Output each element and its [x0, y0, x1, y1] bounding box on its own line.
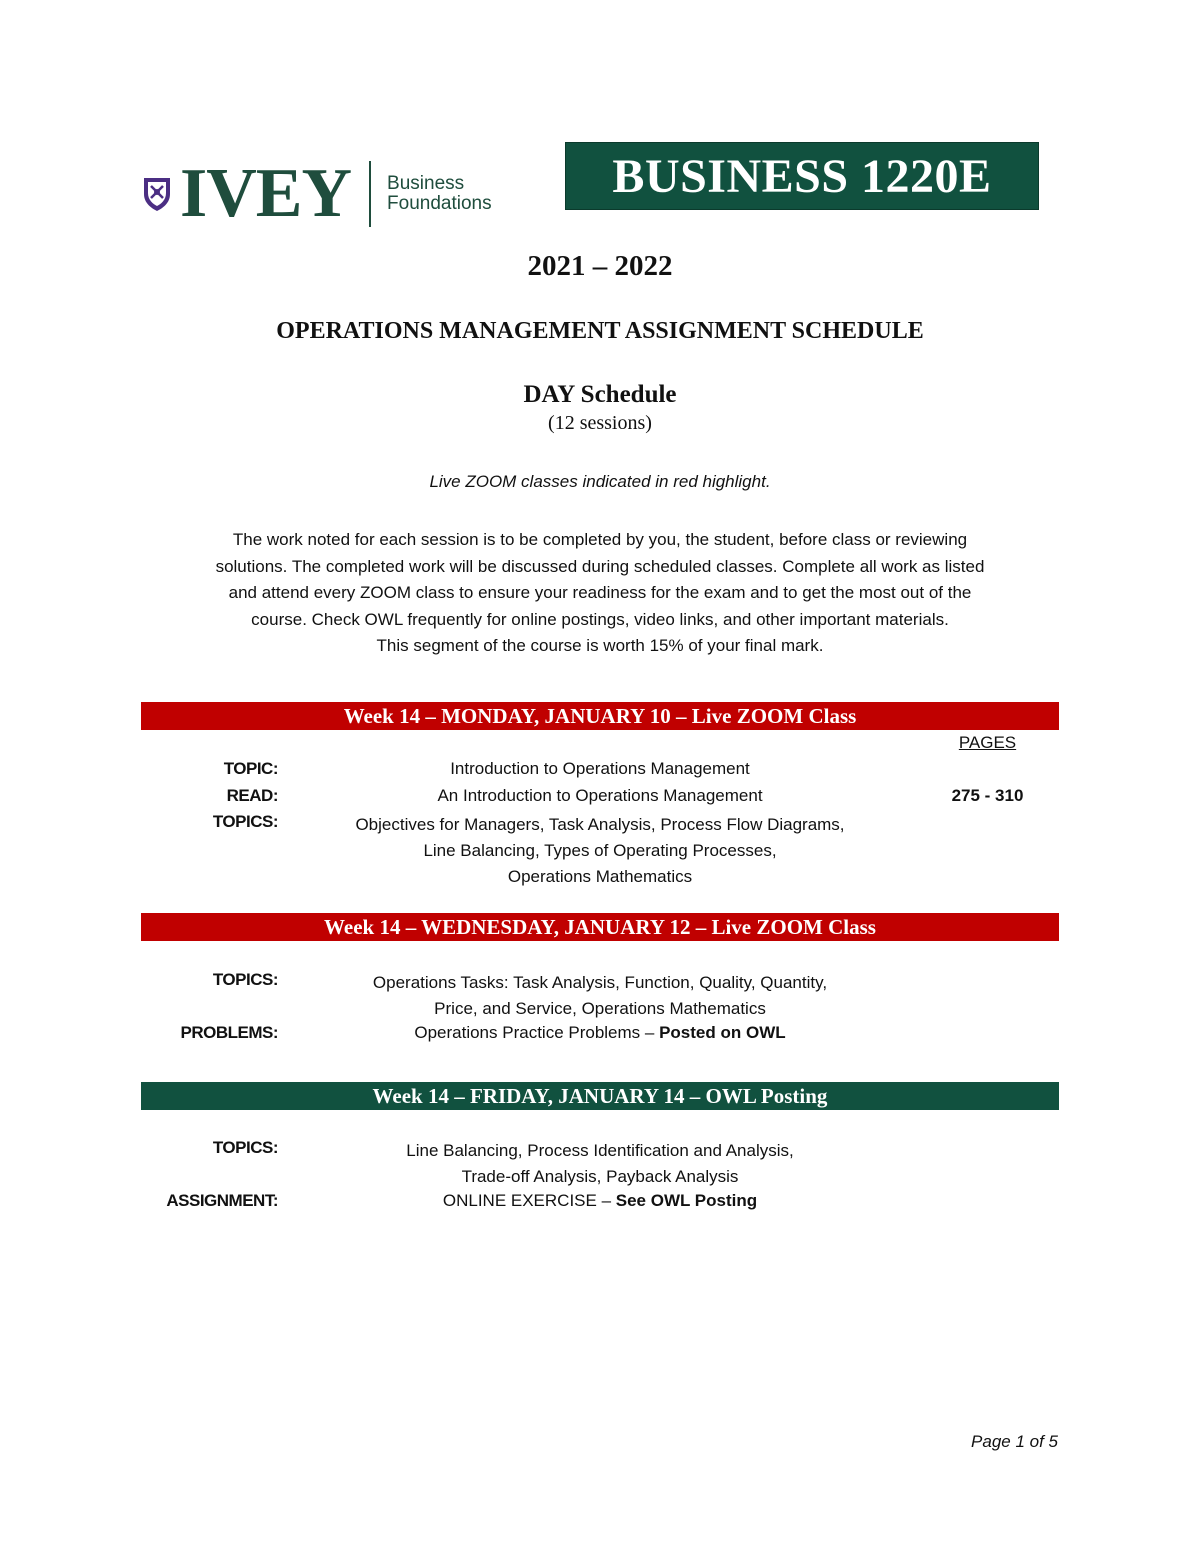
topics-label: TOPICS:	[212, 1138, 278, 1157]
logo-divider	[369, 161, 371, 227]
ivey-logo	[142, 155, 492, 232]
logo-subtitle	[387, 174, 492, 214]
topics-line: Line Balancing, Types of Operating Processes,	[423, 841, 777, 860]
read-pages: 275 - 310	[951, 786, 1024, 805]
topic-value: Introduction to Operations Management	[450, 759, 750, 778]
assignment-text: ONLINE EXERCISE –	[442, 1191, 616, 1210]
read-value: An Introduction to Operations Management	[437, 786, 763, 805]
read-label: READ:	[226, 786, 278, 805]
topics-line: Objectives for Managers, Task Analysis, Process Flow Diagrams,	[355, 815, 845, 834]
topics-list	[300, 812, 900, 890]
problems-value	[300, 1023, 900, 1043]
intro-line: and attend every ZOOM class to ensure your readiness for the exam and to get the most out of the	[228, 583, 972, 602]
assignment-label: ASSIGNMENT:	[166, 1191, 278, 1210]
topics-line: Operations Tasks: Task Analysis, Function, Quality, Quantity,	[372, 973, 828, 992]
problems-label: PROBLEMS:	[180, 1023, 278, 1042]
live-class-note: Live ZOOM classes indicated in red highlight.	[429, 472, 771, 491]
topic-label: TOPIC:	[223, 759, 278, 778]
intro-line: This segment of the course is worth 15% of your final mark.	[376, 636, 824, 655]
topics-line: Trade-off Analysis, Payback Analysis	[461, 1167, 739, 1186]
week-header-monday: Week 14 – MONDAY, JANUARY 10 – Live ZOOM Class	[141, 702, 1059, 730]
document-title: OPERATIONS MANAGEMENT ASSIGNMENT SCHEDULE	[276, 318, 924, 344]
week-header-wednesday: Week 14 – WEDNESDAY, JANUARY 12 – Live ZOOM Class	[141, 913, 1059, 941]
topics-line: Price, and Service, Operations Mathematics	[434, 999, 766, 1018]
page-number: Page 1 of 5	[971, 1432, 1058, 1451]
problems-text: Operations Practice Problems –	[414, 1023, 660, 1042]
intro-line: course. Check OWL frequently for online postings, video links, and other important materials.	[251, 609, 949, 629]
topics-line: Line Balancing, Process Identification and Analysis,	[406, 1141, 794, 1160]
logo-subtitle-line-2: Foundations	[387, 193, 492, 214]
course-title: BUSINESS 1220E	[612, 149, 992, 203]
assignment-value	[300, 1191, 900, 1211]
logo-subtitle-line-1: Business	[387, 173, 465, 194]
problems-posted-note: Posted on OWL	[659, 1023, 786, 1042]
logo-wordmark: IVEY	[180, 155, 352, 232]
intro-paragraph	[0, 527, 1200, 660]
academic-year: 2021 – 2022	[527, 250, 673, 282]
topics-list	[300, 970, 900, 1022]
topics-list	[300, 1138, 900, 1190]
schedule-sessions: (12 sessions)	[548, 412, 652, 434]
topics-line: Operations Mathematics	[507, 867, 693, 886]
pages-heading: PAGES	[958, 733, 1017, 752]
assignment-owl-note: See OWL Posting	[615, 1191, 758, 1210]
topics-label: TOPICS:	[212, 970, 278, 989]
course-title-box	[565, 142, 1039, 210]
intro-line: solutions. The completed work will be discussed during scheduled classes. Complete all work as listed	[215, 556, 985, 576]
schedule-title: DAY Schedule	[523, 381, 677, 408]
topics-label: TOPICS:	[212, 812, 278, 831]
intro-line: The work noted for each session is to be completed by you, the student, before class or reviewing	[232, 530, 968, 549]
shield-crest-icon	[142, 176, 172, 212]
week-header-friday: Week 14 – FRIDAY, JANUARY 14 – OWL Posting	[141, 1082, 1059, 1110]
